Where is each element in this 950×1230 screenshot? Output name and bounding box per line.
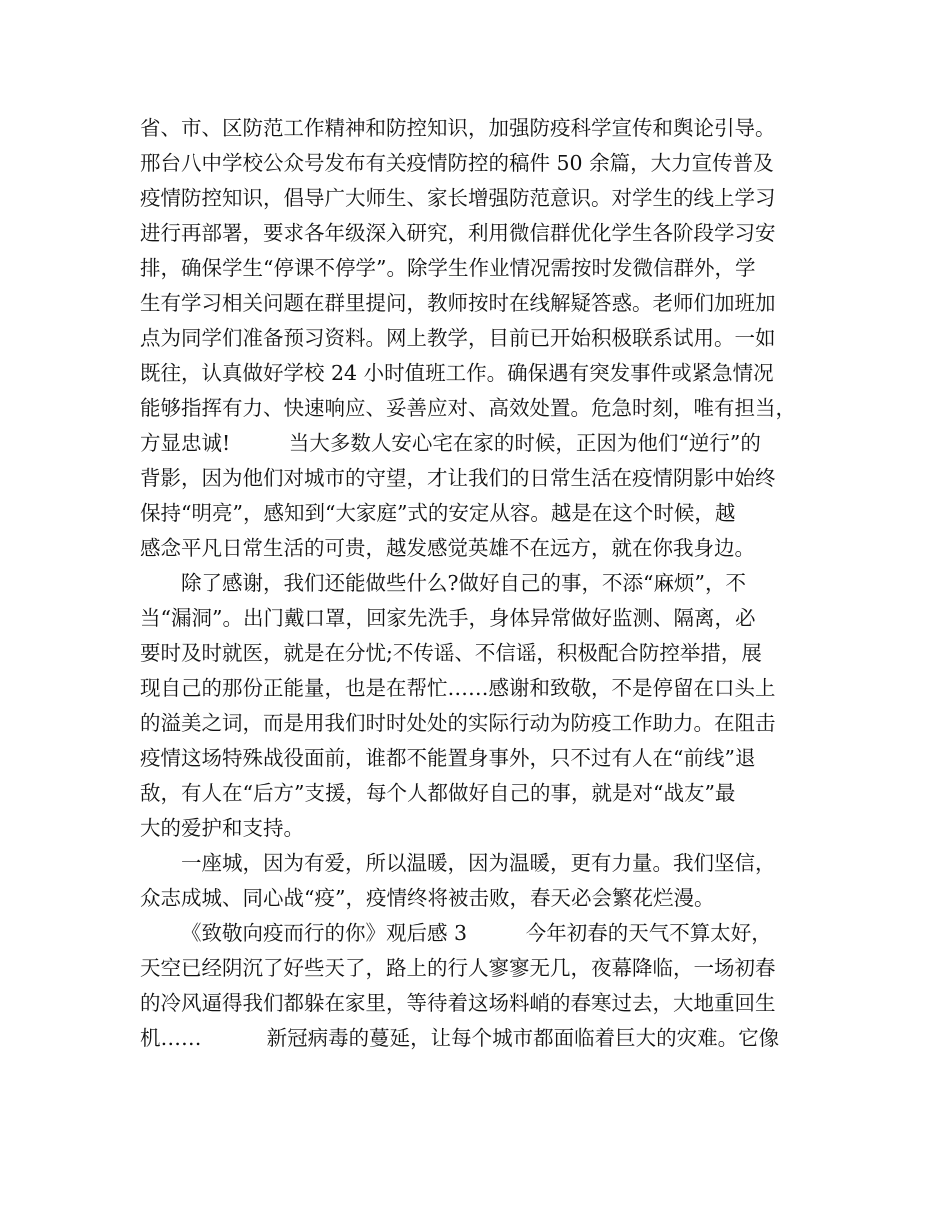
text-line: 当“漏洞”。出门戴口罩，回家先洗手，身体异常做好监测、隔离，必 [140,606,756,630]
text-line: 的冷风逼得我们都躲在家里，等待着这场料峭的春寒过去，大地重回生 [140,991,776,1015]
text-line: 疫情这场特殊战役面前，谁都不能置身事外，只不过有人在“前线”退 [140,746,756,770]
text-line: 敌，有人在“后方”支援，每个人都做好自己的事，就是对“战友”最 [140,781,736,805]
text-line: 众志成城、同心战“疫”，疫情终将被击败，春天必会繁花烂漫。 [140,886,715,910]
text-line: 背影，因为他们对城市的守望，才让我们的日常生活在疫情阴影中始终 [140,466,776,490]
text-line: 大的爱护和支持。 [140,816,304,840]
text-line: 进行再部署，要求各年级深入研究，利用微信群优化学生各阶段学习安 [140,221,776,245]
text-line: 保持“明亮”，感知到“大家庭”式的安定从容。越是在这个时候，越 [140,501,736,525]
text-line: 一座城，因为有爱，所以温暖，因为温暖，更有力量。我们坚信， [181,851,776,875]
text-line: 邢台八中学校公众号发布有关疫情防控的稿件 50 余篇，大力宣传普及 [140,151,774,175]
text-line: 既往，认真做好学校 24 小时值班工作。确保遇有突发事件或紧急情况 [140,361,774,385]
text-line: 生有学习相关问题在群里提问，教师按时在线解疑答惑。老师们加班加 [140,291,776,315]
text-line: 的溢美之词，而是用我们时时处处的实际行动为防疫工作助力。在阻击 [140,711,776,735]
text-line: 机…… 新冠病毒的蔓延，让每个城市都面临着巨大的灾难。它像 [140,1026,780,1050]
text-line: 现自己的那份正能量，也是在帮忙……感谢和致敬，不是停留在口头上 [140,676,776,700]
text-line: 省、市、区防范工作精神和防控知识，加强防疫科学宣传和舆论引导。 [140,116,776,140]
text-line: 方显忠诚! 当大多数人安心宅在家的时候，正因为他们“逆行”的 [140,431,761,455]
text-line: 排，确保学生“停课不停学”。除学生作业情况需按时发微信群外，学 [140,256,756,280]
text-line: 感念平凡日常生活的可贵，越发感觉英雄不在远方，就在你我身边。 [140,536,755,560]
text-line: 天空已经阴沉了好些天了，路上的行人寥寥无几，夜幕降临，一场初春 [140,956,776,980]
text-line: 除了感谢，我们还能做些什么?做好自己的事，不添“麻烦”，不 [181,571,746,595]
text-line: 点为同学们准备预习资料。网上教学，目前已开始积极联系试用。一如 [140,326,776,350]
text-line: 疫情防控知识，倡导广大师生、家长增强防范意识。对学生的线上学习 [140,186,776,210]
text-line: 《致敬向疫而行的你》观后感 3 今年初春的天气不算太好， [181,921,772,945]
text-line: 要时及时就医，就是在分忧;不传谣、不信谣，积极配合防控举措，展 [140,641,762,665]
text-line: 能够指挥有力、快速响应、妥善应对、高效处置。危急时刻，唯有担当， [140,396,796,420]
body-text [140,111,820,1056]
